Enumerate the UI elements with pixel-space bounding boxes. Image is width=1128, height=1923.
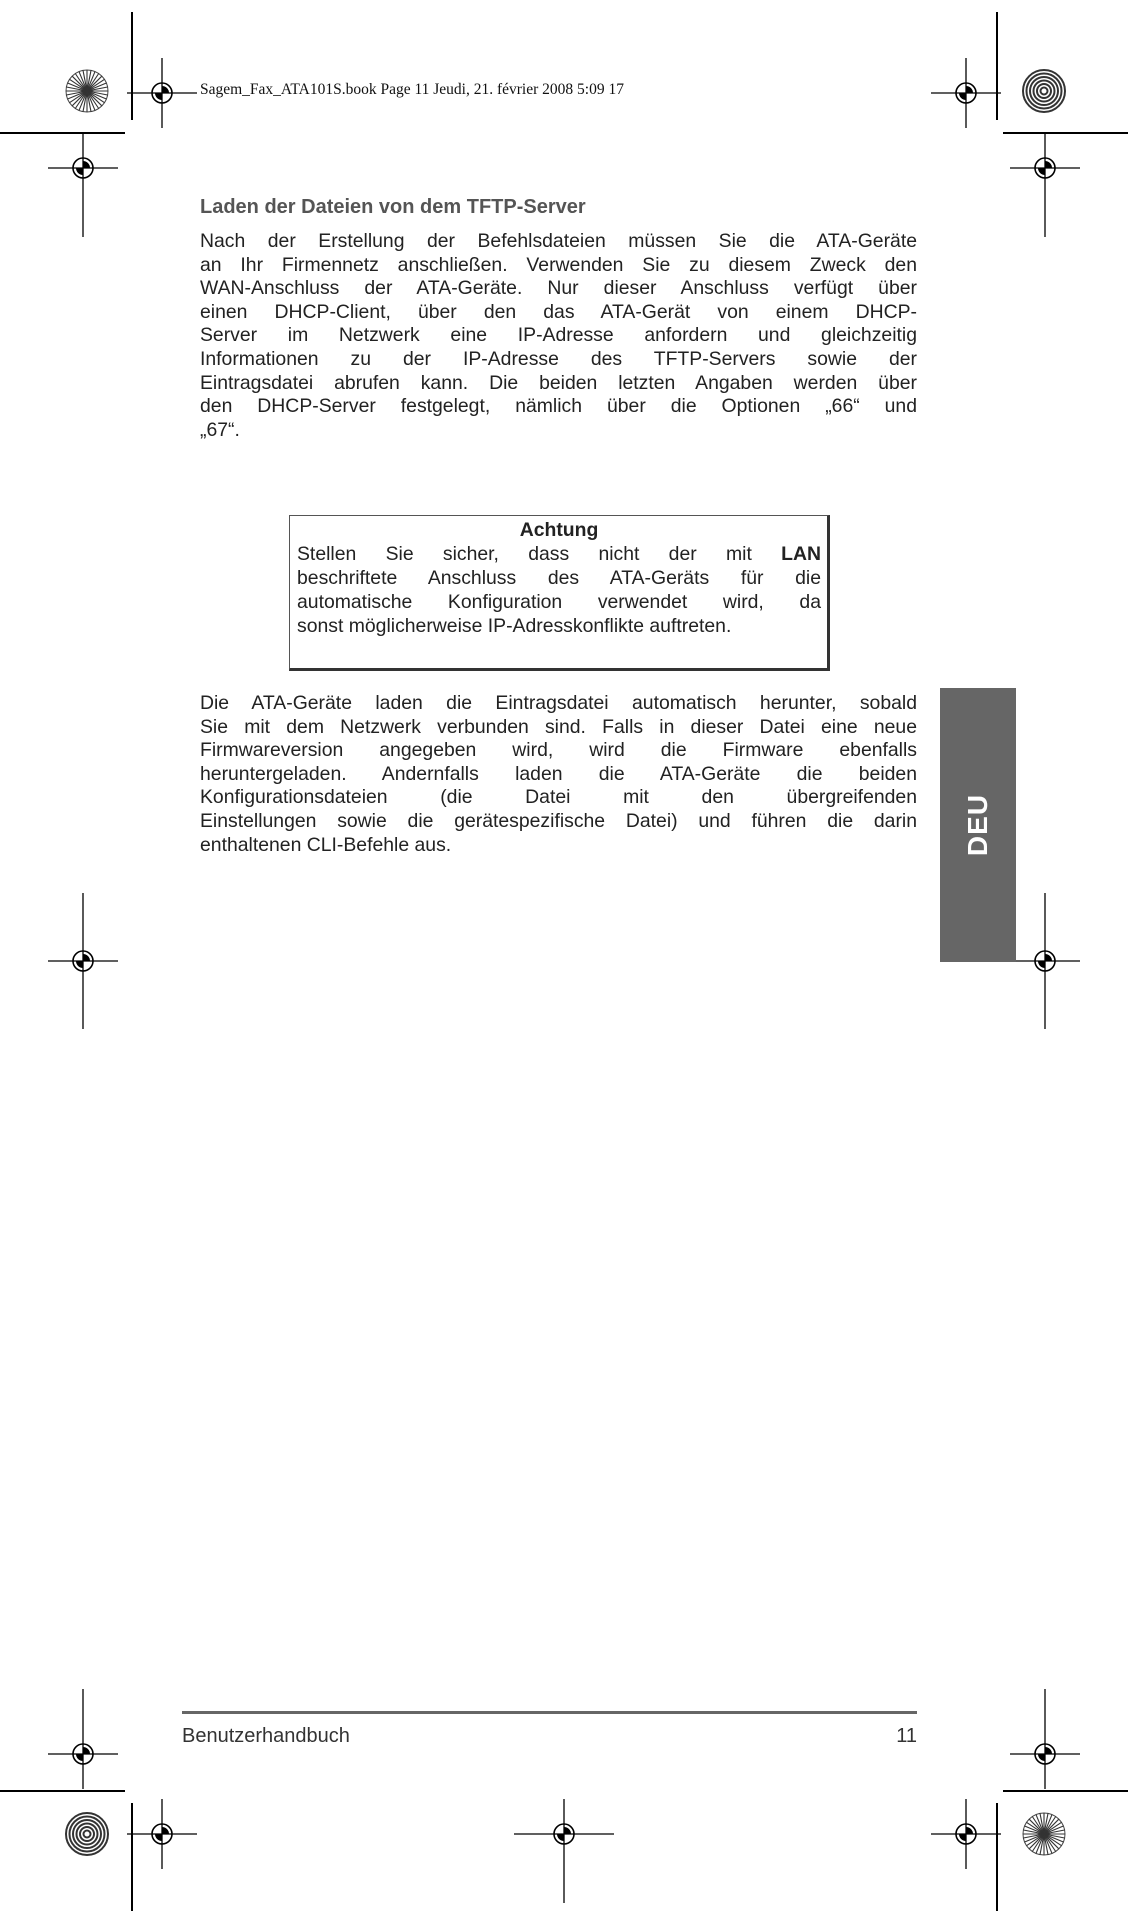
footer-title: Benutzerhandbuch bbox=[182, 1725, 350, 1747]
crop-line bbox=[0, 1790, 125, 1792]
text-line: Firmwareversion angegeben wird, wird die Firmware ebenfalls bbox=[200, 739, 917, 762]
text-line: Die ATA-Geräte laden die Eintragsdatei automatisch herunter, sobald bbox=[200, 692, 917, 714]
notice-line: sonst möglicherweise IP-Adresskonflikte auftreten. bbox=[297, 615, 732, 637]
text-line: an Ihr Firmennetz anschließen. Verwenden Sie zu diesem Zweck den bbox=[200, 253, 917, 276]
text-line: enthaltenen CLI-Befehle aus. bbox=[200, 833, 452, 856]
registration-crosshair-icon bbox=[1010, 133, 1080, 237]
registration-crosshair-icon bbox=[1010, 893, 1080, 1029]
registration-crosshair-icon bbox=[48, 133, 118, 237]
notice-bold-term: LAN bbox=[781, 543, 821, 565]
registration-crosshair-icon bbox=[1010, 1689, 1080, 1789]
registration-crosshair-icon bbox=[127, 58, 197, 128]
page-number: 11 bbox=[896, 1725, 917, 1747]
language-tab-label: DEU bbox=[962, 793, 993, 857]
text-line: Konfigurationsdateien (die Datei mit den übergreifenden bbox=[200, 786, 917, 809]
registration-crosshair-icon bbox=[127, 1799, 197, 1869]
warning-notice-box bbox=[289, 515, 830, 671]
concentric-circle-icon bbox=[1021, 68, 1067, 114]
text-line: Einstellungen sowie die gerätespezifische Datei) und führen die darin bbox=[200, 809, 917, 832]
registration-crosshair-icon bbox=[931, 58, 1001, 128]
text-line: heruntergeladen. Andernfalls laden die ATA-Geräte die beiden bbox=[200, 762, 917, 785]
registration-crosshair-icon bbox=[48, 893, 118, 1029]
concentric-circle-icon bbox=[64, 1811, 110, 1857]
text-line: Eintragsdatei abrufen kann. Die beiden letzten Angaben werden über bbox=[200, 371, 917, 394]
text-line: Nach der Erstellung der Befehlsdateien müssen Sie die ATA-Geräte bbox=[200, 230, 917, 252]
starburst-circle-icon bbox=[1021, 1811, 1067, 1857]
notice-title: Achtung bbox=[519, 519, 599, 541]
registration-crosshair-icon bbox=[514, 1799, 614, 1903]
text-line: Server im Netzwerk eine IP-Adresse anfordern und gleichzeitig bbox=[200, 324, 917, 347]
crop-line bbox=[1003, 1790, 1128, 1792]
registration-crosshair-icon bbox=[931, 1799, 1001, 1869]
notice-body bbox=[297, 542, 821, 638]
text-line: Informationen zu der IP-Adresse des TFTP-Servers sowie der bbox=[200, 347, 917, 370]
starburst-circle-icon bbox=[64, 68, 110, 114]
notice-line: automatische Konfiguration verwendet wird, da bbox=[297, 591, 821, 613]
text-line: WAN-Anschluss der ATA-Geräte. Nur dieser Anschluss verfügt über bbox=[200, 277, 917, 300]
section-title: Laden der Dateien von dem TFTP-Server bbox=[200, 196, 586, 218]
text-line: den DHCP-Server festgelegt, nämlich über die Optionen „66“ und bbox=[200, 395, 917, 418]
text-line: einen DHCP-Client, über den das ATA-Gerät von einem DHCP- bbox=[200, 300, 917, 323]
footer-rule bbox=[182, 1711, 917, 1714]
paragraph-download bbox=[200, 692, 917, 857]
text-line: Sie mit dem Netzwerk verbunden sind. Falls in dieser Datei eine neue bbox=[200, 715, 917, 738]
registration-crosshair-icon bbox=[48, 1689, 118, 1789]
text-line: „67“. bbox=[200, 418, 240, 441]
paragraph-intro bbox=[200, 230, 917, 442]
book-stamp: Sagem_Fax_ATA101S.book Page 11 Jeudi, 21. février 2008 5:09 17 bbox=[200, 81, 624, 98]
notice-text: Stellen Sie sicher, dass nicht der mit bbox=[297, 543, 752, 565]
notice-line bbox=[297, 542, 821, 566]
notice-line: beschriftete Anschluss des ATA-Geräts für die bbox=[297, 567, 821, 589]
